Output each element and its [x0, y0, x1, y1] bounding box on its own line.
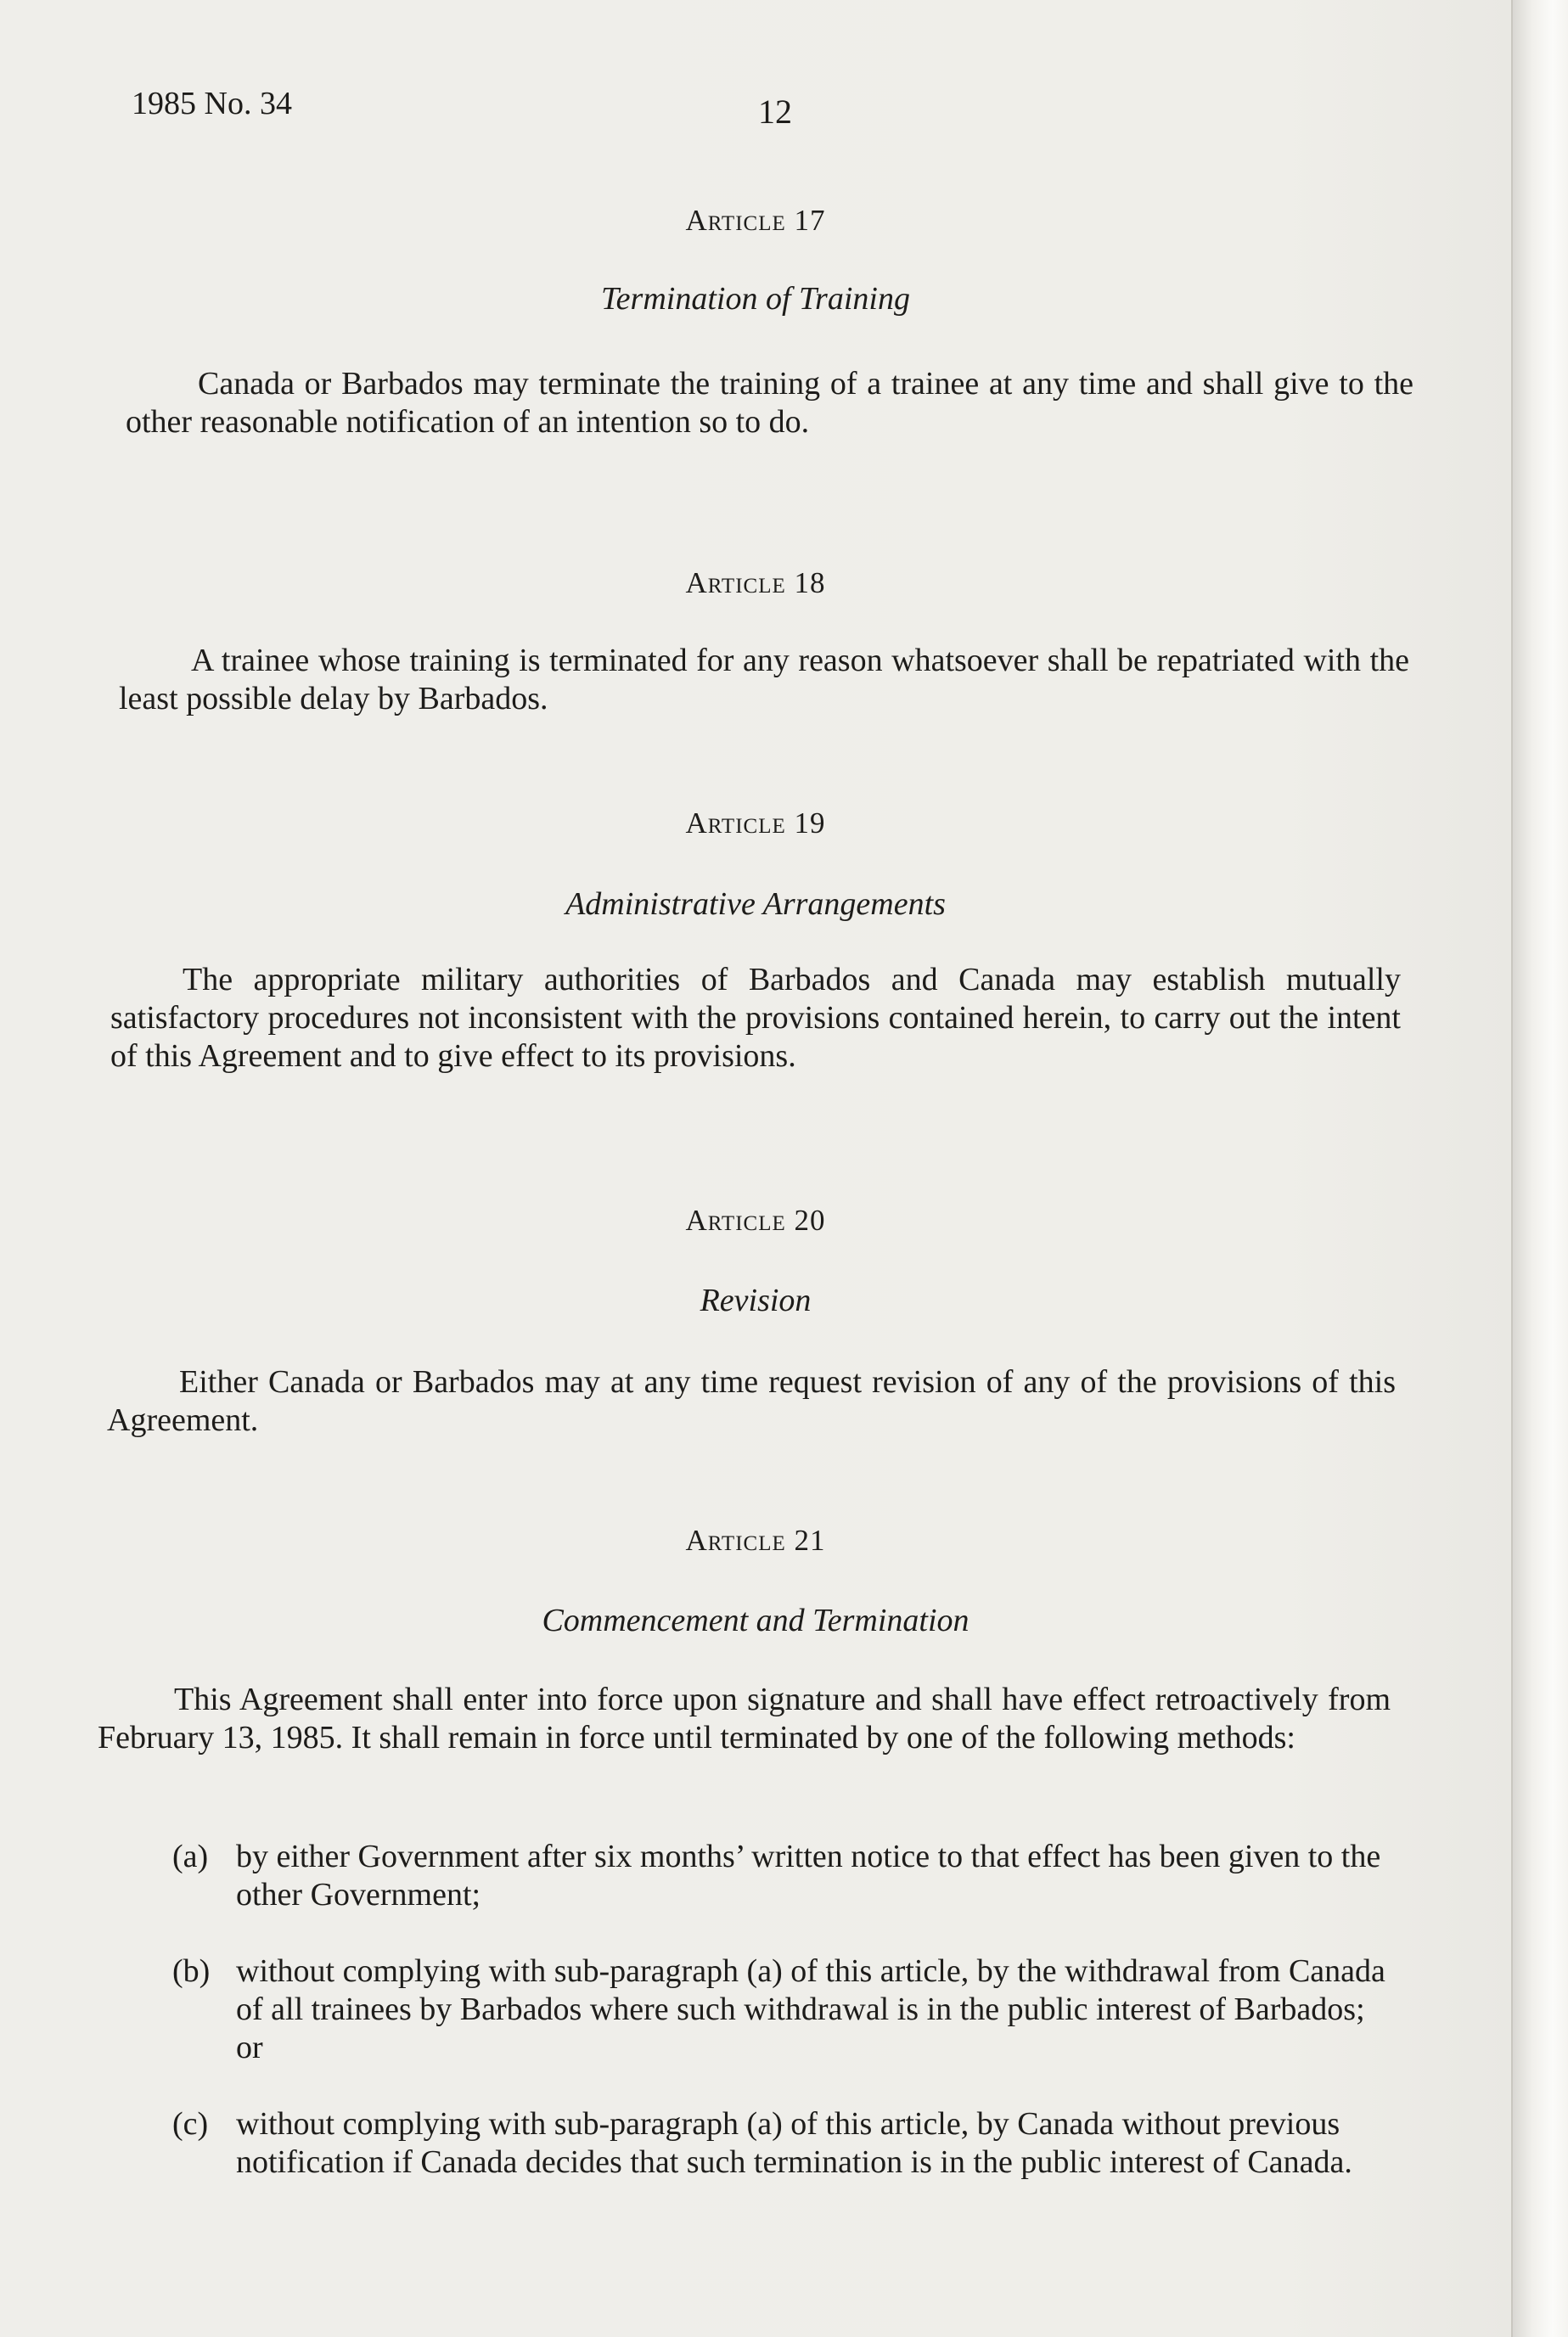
article-18-heading: Article 18 — [685, 566, 826, 599]
article-17-title: Termination of Training — [601, 281, 910, 317]
article-17-paragraph: Canada or Barbados may terminate the training of a trainee at any time and shall give to the other reasonable notification of an intention so to do. — [126, 366, 1413, 440]
page-number: 12 — [758, 93, 792, 131]
article-21-item-a — [172, 1838, 1386, 1914]
article-19-heading: Article 19 — [685, 806, 826, 840]
article-20-heading: Article 20 — [685, 1204, 826, 1237]
article-20-paragraph: Either Canada or Barbados may at any time request revision of any of the provisions of this Agreement. — [107, 1364, 1396, 1438]
item-label: (a) — [172, 1839, 209, 1874]
item-label: (c) — [172, 2106, 209, 2142]
article-19-paragraph: The appropriate military authorities of Barbados and Canada may establish mutually satisfactory procedures not inconsistent with the provisions contained herein, to carry out the intent of this Agreement and to give effect to its provisions. — [110, 962, 1401, 1074]
article-20-title: Revision — [700, 1283, 812, 1318]
item-label: (b) — [172, 1953, 211, 1989]
running-head: 1985 No. 34 — [132, 86, 292, 121]
item-text: without complying with sub-paragraph (a) of this article, by Canada without previous notification if Canada decides that such termination is in the public interest of Canada. — [236, 2106, 1352, 2180]
article-21-heading: Article 21 — [685, 1524, 826, 1557]
item-text: by either Government after six months’ written notice to that effect has been given to the other Government; — [236, 1839, 1381, 1913]
article-21-title: Commencement and Termination — [542, 1603, 969, 1638]
article-18-paragraph: A trainee whose training is terminated for any reason whatsoever shall be repatriated with the least possible delay by Barbados. — [119, 643, 1409, 716]
article-19-title: Administrative Arrangements — [565, 886, 946, 922]
article-17-heading: Article 17 — [685, 204, 826, 237]
article-21-paragraph: This Agreement shall enter into force upon signature and shall have effect retroactively from February 13, 1985. It shall remain in force until terminated by one of the following methods: — [98, 1682, 1391, 1756]
article-21-item-b — [172, 1952, 1386, 2067]
item-text: without complying with sub-paragraph (a) of this article, by the withdrawal from Canada of all trainees by Barbados where such withdrawal is in the public interest of Barbados; or — [236, 1953, 1385, 2065]
page-binding-edge — [1511, 0, 1568, 2337]
article-21-item-c — [172, 2105, 1386, 2182]
